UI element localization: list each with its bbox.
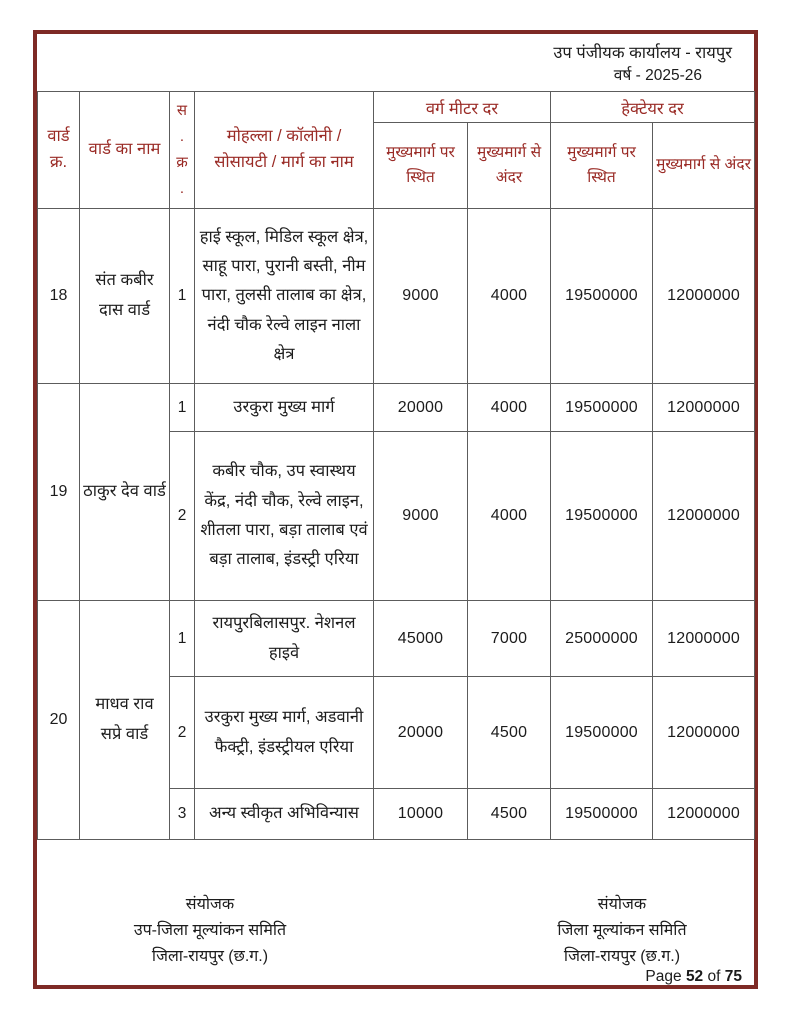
page-number-value: 52: [685, 968, 704, 985]
ha-inside-cell: 12000000: [653, 677, 755, 789]
header-hectare-rate-group: [551, 92, 755, 123]
header-sqm-rate-group: [374, 92, 551, 123]
header-ward-name: वार्ड का नाम: [80, 92, 170, 209]
total-pages-value: 75: [724, 968, 742, 985]
footer-left-line: उप-जिला मूल्यांकन समिति: [133, 922, 287, 939]
serial-line: क्र: [176, 154, 188, 171]
sqm-inside-cell: 4000: [468, 209, 551, 384]
header-locality: मोहल्ला / कॉलोनी / सोसायटी / मार्ग का नाम: [195, 92, 374, 209]
ward-number-cell: 20: [38, 601, 80, 840]
locality-cell: रायपुरबिलासपुर. नेशनल हाइवे: [195, 601, 374, 677]
locality-cell: उरकुरा मुख्य मार्ग, अडवानी फैक्ट्री, इंडस्ट्रीयल एरिया: [195, 677, 374, 789]
sqm-inside-cell: 4000: [468, 384, 551, 432]
ha-on-main-cell: 19500000: [551, 209, 653, 384]
ha-inside-cell: 12000000: [653, 384, 755, 432]
footer-left-line: जिला-रायपुर (छ.ग.): [151, 948, 269, 965]
serial-cell: 1: [170, 601, 195, 677]
sqm-inside-cell: 4000: [468, 432, 551, 601]
serial-cell: 2: [170, 677, 195, 789]
locality-cell: उरकुरा मुख्य मार्ग: [195, 384, 374, 432]
footer-right-signatory: [497, 892, 747, 970]
table-row: [38, 384, 755, 432]
ha-on-main-cell: 19500000: [551, 432, 653, 601]
sqm-on-main-cell: 20000: [374, 677, 468, 789]
rates-table: [37, 91, 755, 840]
sqm-inside-cell: 7000: [468, 601, 551, 677]
sqm-on-main-cell: 10000: [374, 789, 468, 840]
page-number: [645, 968, 742, 986]
ward-number-cell: 18: [38, 209, 80, 384]
locality-cell: कबीर चौक, उप स्वास्थय केंद्र, नंदी चौक, रेल्वे लाइन, शीतला पारा, बड़ा तालाब एवं बड़ा तालाब, इंडस्ट्री एरिया: [195, 432, 374, 601]
document-frame: [33, 30, 758, 989]
ha-inside-cell: 12000000: [653, 432, 755, 601]
table-row: [38, 601, 755, 677]
locality-cell: अन्य स्वीकृत अभिविन्यास: [195, 789, 374, 840]
ha-inside-cell: 12000000: [653, 209, 755, 384]
header-serial-no: [170, 92, 195, 209]
document-header: [37, 34, 754, 91]
ward-name-cell: संत कबीर दास वार्ड: [80, 209, 170, 384]
sqm-on-main-cell: 9000: [374, 432, 468, 601]
footer-left-signatory: [85, 892, 335, 970]
header-ha-inside: मुख्यमार्ग से अंदर: [653, 123, 755, 209]
footer-right-line: संयोजक: [597, 896, 647, 913]
sqm-inside-cell: 4500: [468, 677, 551, 789]
serial-line: .: [179, 127, 185, 145]
sqm-inside-cell: 4500: [468, 789, 551, 840]
table-row: [38, 209, 755, 384]
sqm-group-label: वर्ग मीटर दर: [425, 99, 499, 118]
footer-right-line: जिला मूल्यांकन समिति: [557, 922, 687, 939]
ha-on-main-cell: 25000000: [551, 601, 653, 677]
serial-cell: 3: [170, 789, 195, 840]
page-label: Page: [645, 968, 682, 985]
ward-name-cell: माधव राव सप्रे वार्ड: [80, 601, 170, 840]
sqm-on-main-cell: 20000: [374, 384, 468, 432]
header-ward-no: वार्ड क्र.: [38, 92, 80, 209]
sqm-on-main-cell: 45000: [374, 601, 468, 677]
ha-on-main-cell: 19500000: [551, 677, 653, 789]
of-label: of: [707, 968, 721, 985]
serial-line: स: [176, 101, 188, 119]
ward-number-cell: 19: [38, 384, 80, 601]
ha-inside-cell: 12000000: [653, 601, 755, 677]
serial-line: .: [179, 180, 185, 198]
office-title: उप पंजीयक कार्यालय - रायपुर: [553, 44, 732, 62]
sqm-on-main-cell: 9000: [374, 209, 468, 384]
serial-cell: 1: [170, 209, 195, 384]
footer-right-line: जिला-रायपुर (छ.ग.): [563, 948, 681, 965]
ward-name-cell: ठाकुर देव वार्ड: [80, 384, 170, 601]
ha-on-main-cell: 19500000: [551, 384, 653, 432]
hectare-group-label: हेक्टेयर दर: [621, 99, 684, 118]
year-label: वर्ष - 2025-26: [613, 67, 702, 84]
serial-cell: 1: [170, 384, 195, 432]
header-ha-on-main: मुख्यमार्ग पर स्थित: [551, 123, 653, 209]
serial-cell: 2: [170, 432, 195, 601]
header-sqm-on-main: मुख्यमार्ग पर स्थित: [374, 123, 468, 209]
locality-cell: हाई स्कूल, मिडिल स्कूल क्षेत्र, साहू पारा, पुरानी बस्ती, नीम पारा, तुलसी तालाब का क्षेत्र, नंदी चौक रेल्वे लाइन नाला क्षेत्र: [195, 209, 374, 384]
header-sqm-inside: मुख्यमार्ग से अंदर: [468, 123, 551, 209]
ha-inside-cell: 12000000: [653, 789, 755, 840]
ha-on-main-cell: 19500000: [551, 789, 653, 840]
footer-left-line: संयोजक: [185, 896, 235, 913]
